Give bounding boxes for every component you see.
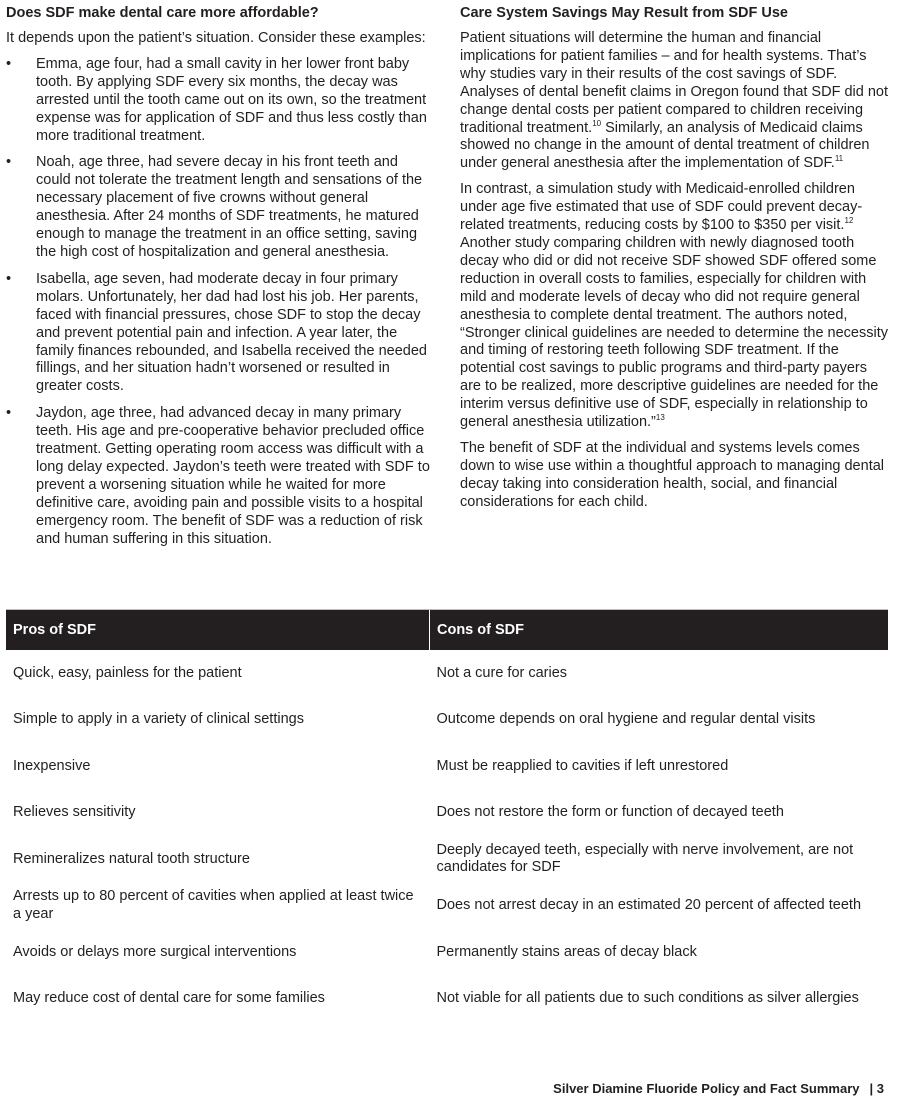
citation-ref: 10 <box>592 118 602 128</box>
table-row <box>6 976 888 1023</box>
table-row <box>6 697 888 744</box>
example-emma <box>6 56 430 146</box>
pro-cell: Quick, easy, painless for the patient <box>13 664 242 681</box>
pros-cons-grid <box>6 610 888 1022</box>
savings-heading: Care System Savings May Result from SDF Use <box>460 5 788 21</box>
table-header-row <box>6 610 888 650</box>
cons-header: Cons of SDF <box>430 610 889 650</box>
page-number: 3 <box>876 1081 884 1096</box>
example-list <box>6 56 430 549</box>
pro-cell: Arrests up to 80 percent of cavities when applied at least twice a year <box>13 888 414 922</box>
example-text: Emma, age four, had a small cavity in her lower front baby tooth. By applying SDF every six months, the decay was arrested until the tooth came out on its own, so the treatment expense was for application of SDF and thus less costly than more traditional treatment. <box>36 55 427 144</box>
con-cell: Does not restore the form or function of decayed teeth <box>436 804 784 820</box>
pro-cell: Simple to apply in a variety of clinical settings <box>13 711 304 727</box>
pro-cell: May reduce cost of dental care for some families <box>13 990 325 1006</box>
table-row <box>6 883 888 930</box>
para-text: In contrast, a simulation study with Medicaid-enrolled children under age five estimated that use of SDF could prevent decay-related treatments, reducing costs by $100 to $350 per visit. <box>460 181 863 234</box>
para-text: Similarly, an analysis of Medicaid claims showed no change in the amount of dental treatment of children under general anesthesia after the implementation of SDF. <box>460 119 870 172</box>
para-text: Patient situations will determine the human and financial implications for patient families – and for health systems. That’s why studies vary in their results of the cost savings of SDF. Analyses of dental benefit claims in Oregon found that SDF did not change dental costs per patient compared to children receiving traditional treatment. <box>460 30 888 136</box>
table-row <box>6 790 888 837</box>
affordability-intro: It depends upon the patient’s situation. Consider these examples: <box>6 30 426 46</box>
right-column <box>460 4 890 520</box>
con-cell: Must be reapplied to cavities if left unrestored <box>436 757 729 774</box>
table-row <box>6 743 888 790</box>
example-isabella <box>6 271 430 396</box>
citation-ref: 12 <box>844 216 854 226</box>
con-cell: Deeply decayed teeth, especially with nerve involvement, are not candidates for SDF <box>436 841 854 876</box>
left-column <box>6 4 430 557</box>
savings-paragraph-3: The benefit of SDF at the individual and systems levels comes down to wise use within a thoughtful approach to managing dental decay taking into consideration health, social, and financial considerations for each child. <box>460 439 885 510</box>
bullet-icon: • <box>6 270 12 287</box>
example-jaydon <box>6 405 430 548</box>
savings-paragraph-2 <box>460 181 890 432</box>
example-text: Isabella, age seven, had moderate decay in four primary molars. Unfortunately, her dad had lost his job. Her parents, faced with financial pressures, chose SDF to stop the decay and prevent potential pain and infection. A year later, the family finances rebounded, and Isabella received the needed fillings, and her situation hadn’t worsened or resulted in greater costs. <box>36 270 427 395</box>
table-row <box>6 929 888 976</box>
footer-title: Silver Diamine Fluoride Policy and Fact Summary <box>553 1081 860 1096</box>
con-cell: Outcome depends on oral hygiene and regular dental visits <box>436 711 816 727</box>
affordability-heading: Does SDF make dental care more affordable? <box>6 5 319 21</box>
citation-ref: 11 <box>834 154 844 164</box>
table-row <box>6 836 888 883</box>
example-text: Noah, age three, had severe decay in his front teeth and could not tolerate the treatment length and sensations of the necessary placement of five crowns without general anesthesia. After 24 months of SDF treatments, he matured enough to manage the treatment in an office setting, saving the high cost of hospitalization and general anesthesia. <box>36 154 423 260</box>
bullet-icon: • <box>6 154 12 171</box>
citation-ref: 13 <box>655 413 665 423</box>
savings-paragraph-1 <box>460 30 890 173</box>
con-cell: Does not arrest decay in an estimated 20 percent of affected teeth <box>436 897 862 913</box>
example-text: Jaydon, age three, had advanced decay in many primary teeth. His age and pre-cooperative behavior precluded office treatment. Getting operating room access was difficult with a long delay expected. Jaydon’s teeth were treated with SDF to prevent a worsening situation while he waited for more definitive care, avoiding pain and possible visits to a hospital emergency room. The benefit of SDF was a reduction of risk and human suffering in this situation. <box>36 405 430 547</box>
bullet-icon: • <box>6 55 12 72</box>
con-cell: Permanently stains areas of decay black <box>436 943 697 960</box>
para-text: Another study comparing children with newly diagnosed tooth decay who did or did not receive SDF showed SDF offered some reduction in overall costs to families, especially for children with mild and moderate levels of decay who did not require general anesthesia to complete dental treatment. The authors noted, “Stronger clinical guidelines are needed to determine the necessity and timing of restoring teeth following SDF treatment. If the potential cost savings to public programs and third-party payers are to be realized, more descriptive guidelines are needed for the interim versus definitive use of SDF, especially in relationship to general anesthesia utilization.” <box>460 234 888 431</box>
pros-header: Pros of SDF <box>6 610 430 650</box>
pros-cons-table <box>6 609 888 1022</box>
pro-cell: Inexpensive <box>13 757 91 774</box>
example-noah <box>6 154 430 261</box>
pro-cell: Remineralizes natural tooth structure <box>13 850 250 867</box>
table-row <box>6 650 888 697</box>
con-cell: Not viable for all patients due to such conditions as silver allergies <box>436 990 859 1006</box>
bullet-icon: • <box>6 405 12 422</box>
page-footer <box>553 1081 884 1096</box>
footer-separator: | <box>869 1081 874 1096</box>
pro-cell: Relieves sensitivity <box>13 804 136 820</box>
pro-cell: Avoids or delays more surgical interventions <box>13 943 297 960</box>
con-cell: Not a cure for caries <box>436 664 568 681</box>
